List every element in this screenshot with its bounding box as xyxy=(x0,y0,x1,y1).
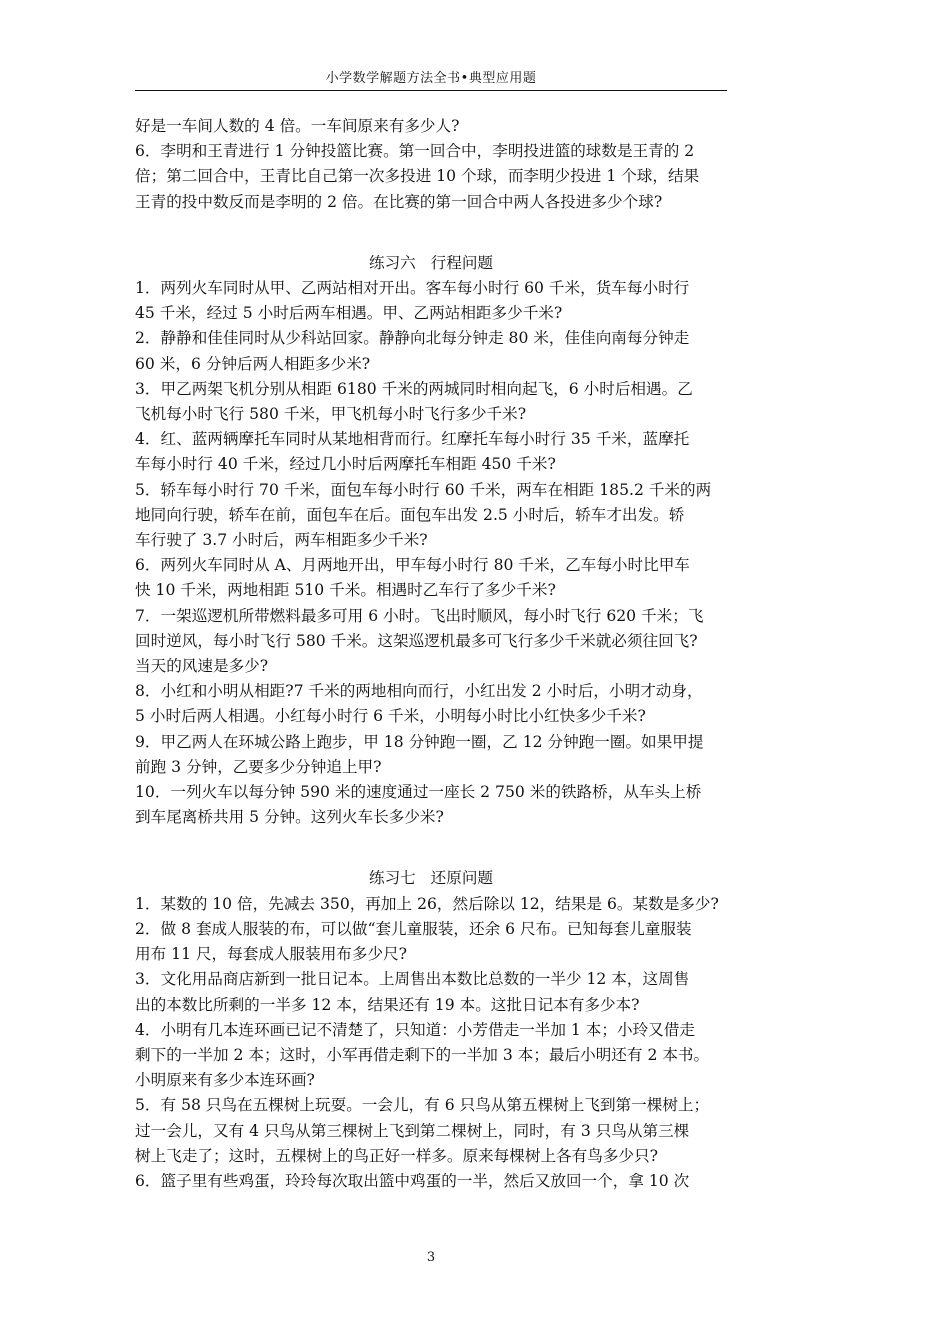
page-content xyxy=(135,114,727,1194)
text-line: 用布 11 尺，每套成人服装用布多少尺? xyxy=(135,945,408,964)
text-line: 飞机每小时飞行 580 千米，甲飞机每小时飞行多少千米? xyxy=(135,405,527,424)
continuation-block xyxy=(135,114,727,215)
text-line: 小明原来有多少本连环画? xyxy=(135,1071,315,1090)
text-line: 剩下的一半加 2 本；这时，小军再借走剩下的一半加 3 本；最后小明还有 2 本书。 xyxy=(135,1045,710,1064)
text-line: 前跑 3 分钟，乙要多少分钟追上甲? xyxy=(135,757,382,776)
text-line: 9．甲乙两人在环城公路上跑步，甲 18 分钟跑一圈，乙 12 分钟跑一圈。如果甲提 xyxy=(135,732,704,751)
text-line: 1．某数的 10 倍，先减去 350，再加上 26，然后除以 12，结果是 6。某数是多少? xyxy=(135,894,719,913)
text-line: 4．小明有几本连环画已记不清楚了，只知道：小芳借走一半加 1 本；小玲又借走 xyxy=(135,1020,695,1039)
text-line: 过一会儿，又有 4 只鸟从第三棵树上飞到第二棵树上，同时，有 3 只鸟从第三棵 xyxy=(135,1121,690,1140)
text-line: 当天的风速是多少? xyxy=(135,657,269,676)
text-line: 5 小时后两人相遇。小红每小时行 6 千米，小明每小时比小红快多少千米? xyxy=(135,707,646,726)
text-line: 7．一架巡逻机所带燃料最多可用 6 小时。飞出时顺风，每小时飞行 620 千米；飞 xyxy=(135,606,704,625)
text-line: 6．李明和王青进行 1 分钟投篮比赛。第一回合中，李明投进篮的球数是王青的 2 xyxy=(135,142,695,161)
text-line: 王青的投中数反而是李明的 2 倍。在比赛的第一回合中两人各投进多少个球? xyxy=(135,192,663,211)
running-header: 小学数学解题方法全书•典型应用题 xyxy=(325,71,537,86)
text-line: 45 千米，经过 5 小时后两车相遇。甲、乙两站相距多少千米? xyxy=(135,304,563,323)
text-line: 10．一列火车以每分钟 590 米的速度通过一座长 2 750 米的铁路桥，从车头上桥 xyxy=(135,783,702,802)
text-line: 1．两列火车同时从甲、乙两站相对开出。客车每小时行 60 千米，货车每小时行 xyxy=(135,279,690,298)
text-line: 树上飞走了；这时，五棵树上的鸟正好一样多。原来每棵树上各有鸟多少只? xyxy=(135,1146,658,1165)
text-line: 回时逆风，每小时飞行 580 千米。这架巡逻机最多可飞行多少千米就必须往回飞? xyxy=(135,631,698,650)
text-line: 出的本数比所剩的一半多 12 本，结果还有 19 本。这批日记本有多少本? xyxy=(135,995,640,1014)
text-line: 快 10 千米，两地相距 510 千米。相遇时乙车行了多少千米? xyxy=(135,581,556,600)
text-line: 2．做 8 套成人服装的布，可以做“套儿童服装，还余 6 尺布。已知每套儿童服装 xyxy=(135,919,692,938)
text-line: 4．红、蓝两辆摩托车同时从某地相背而行。红摩托车每小时行 35 千米，蓝摩托 xyxy=(135,430,690,449)
text-line: 5．有 58 只鸟在五棵树上玩耍。一会儿，有 6 只鸟从第五棵树上飞到第一棵树上； xyxy=(135,1096,710,1115)
text-line: 车行驶了 3.7 小时后，两车相距多少千米? xyxy=(135,531,428,550)
header-rule xyxy=(135,90,727,91)
section-title: 练习六 行程问题 xyxy=(368,253,494,272)
text-line: 5．轿车每小时行 70 千米，面包车每小时行 60 千米，两车在相距 185.2 千米的两 xyxy=(135,480,712,499)
text-line: 2．静静和佳佳同时从少科站回家。静静向北每分钟走 80 米，佳佳向南每分钟走 xyxy=(135,329,690,348)
text-line: 好是一车间人数的 4 倍。一车间原来有多少人? xyxy=(135,117,460,135)
text-line: 倍；第二回合中，王青比自己第一次多投进 10 个球，而李明少投进 1 个球，结果 xyxy=(135,167,700,186)
page-number: 3 xyxy=(426,1250,436,1265)
text-line: 6．两列火车同时从 A、月两地开出，甲车每小时行 80 千米，乙车每小时比甲车 xyxy=(135,556,690,575)
text-line: 地同向行驶，轿车在前，面包车在后。面包车出发 2.5 小时后，轿车才出发。轿 xyxy=(135,505,685,524)
text-line: 3．甲乙两架飞机分别从相距 6180 千米的两城同时相向起飞，6 小时后相遇。乙 xyxy=(135,379,693,398)
text-line: 车每小时行 40 千米，经过几小时后两摩托车相距 450 千米? xyxy=(135,455,556,474)
section-reverse-problems xyxy=(135,866,727,1194)
section-travel-problems xyxy=(135,251,727,831)
text-line: 60 米，6 分钟后两人相距多少米? xyxy=(135,354,371,373)
text-line: 3．文化用品商店新到一批日记本。上周售出本数比总数的一半少 12 本，这周售 xyxy=(135,970,690,989)
text-line: 8．小红和小明从相距?7 千米的两地相向而行，小红出发 2 小时后，小明才动身， xyxy=(135,682,703,701)
text-line: 到车尾离桥共用 5 分钟。这列火车长多少米? xyxy=(135,808,444,827)
text-line: 6．篮子里有些鸡蛋，玲玲每次取出篮中鸡蛋的一半，然后又放回一个，拿 10 次 xyxy=(135,1171,690,1190)
section-title: 练习七 还原问题 xyxy=(368,869,494,888)
